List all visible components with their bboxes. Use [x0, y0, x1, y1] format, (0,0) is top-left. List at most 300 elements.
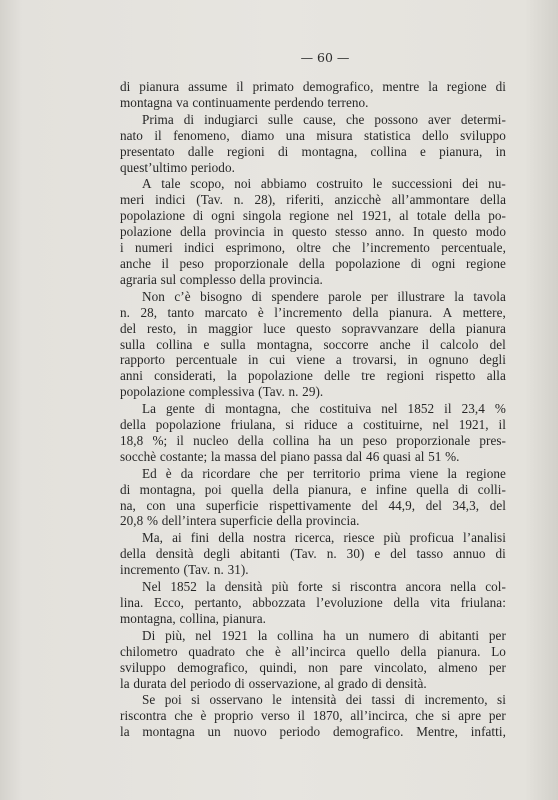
word: 1870, [312, 708, 343, 724]
word: n. [326, 546, 337, 562]
text-line [120, 546, 506, 562]
word: 34,3, [452, 497, 480, 513]
word: Se [142, 692, 156, 708]
word: periodo. [190, 159, 235, 175]
word: collina, [179, 610, 220, 626]
text-line [120, 628, 506, 644]
word: massa [224, 448, 257, 464]
word: 20,8 [120, 513, 144, 529]
word: del [390, 546, 407, 562]
text-line [120, 144, 506, 160]
word: col- [485, 579, 506, 595]
word: è [274, 643, 281, 659]
word: presentato [120, 143, 175, 159]
text-line [120, 660, 506, 676]
word: l’analisi [463, 530, 506, 546]
word: e [203, 336, 210, 352]
word: le [272, 692, 282, 708]
word: Ma, [142, 530, 164, 546]
word: riscontra [349, 579, 397, 595]
word: la [454, 288, 464, 304]
word: regione [289, 208, 330, 224]
word: riscontra [120, 708, 167, 724]
word: pianura. [222, 610, 266, 626]
text-line [120, 449, 506, 465]
word: nuovo [233, 724, 267, 740]
word: Nel [142, 579, 162, 595]
word: singola [242, 208, 282, 224]
word: che [346, 111, 365, 127]
word: quella [416, 481, 449, 497]
word: demografico, [302, 79, 374, 94]
word: proficua [409, 530, 454, 546]
word: la [120, 724, 130, 740]
paragraph [120, 289, 506, 400]
word: demografico. [332, 724, 404, 740]
word: della [393, 595, 420, 610]
word: vincolato, [374, 659, 427, 675]
text-line [120, 352, 506, 368]
word: pianura [466, 320, 506, 336]
word: del [120, 320, 137, 336]
text-line [120, 272, 506, 288]
word: In [413, 224, 425, 240]
word: 29). [302, 384, 324, 400]
word: colli- [477, 481, 506, 497]
paragraph [120, 692, 506, 740]
word: per [370, 288, 388, 304]
word: % [494, 401, 506, 417]
text-line [120, 305, 506, 321]
word: proporzionale [214, 255, 289, 271]
word: durata [133, 675, 167, 691]
word: 1852 [407, 401, 435, 417]
word: 44,9, [388, 497, 416, 513]
word: peso [179, 255, 204, 271]
word: abbozzata [252, 595, 306, 610]
word: 30) [346, 546, 365, 562]
word: in [407, 352, 418, 368]
word: pertanto, [194, 595, 242, 610]
word: tre [361, 368, 376, 384]
word: luce [263, 320, 286, 336]
word: n. [233, 192, 244, 208]
word: chilometro [120, 643, 178, 659]
word: almeno [438, 659, 478, 675]
word: abitanti [439, 627, 480, 643]
word: che [415, 708, 434, 724]
paragraph [120, 79, 506, 111]
word: complesso [179, 271, 236, 287]
word: incremento, [424, 692, 488, 708]
text-line [120, 401, 506, 417]
word: per [488, 708, 506, 724]
word: %. [445, 448, 460, 464]
word: osservazione, [248, 675, 321, 691]
word: A [442, 304, 453, 320]
word: indugiarci [204, 111, 259, 127]
word: pare [339, 659, 363, 675]
word: complessiva [188, 384, 255, 400]
word: riesce [343, 530, 375, 546]
word: costituiva [319, 401, 372, 417]
word: il [444, 401, 452, 417]
word: Mentre, [416, 724, 458, 740]
word: costante; [159, 448, 208, 464]
text-line [120, 644, 506, 660]
word: questo [291, 224, 327, 240]
word: infatti, [470, 724, 506, 740]
word: quasi [383, 448, 412, 464]
word: sulla [120, 336, 146, 352]
word: n. [213, 562, 224, 578]
word: di [404, 692, 415, 708]
word: è [165, 465, 172, 481]
text-line [120, 530, 506, 546]
word: del [489, 336, 506, 352]
text-line [120, 289, 506, 305]
word: dello [422, 127, 449, 143]
word: in [187, 320, 198, 336]
word: considerati, [154, 368, 216, 384]
word: collina [156, 336, 193, 352]
word: Lo [491, 643, 506, 659]
word: 46 [366, 448, 380, 464]
word: anche [120, 255, 151, 271]
word: numero [368, 627, 410, 643]
word: densità [224, 579, 263, 595]
word: piano [280, 448, 310, 464]
word: passa [313, 448, 343, 464]
word: per [286, 465, 304, 481]
word: montagna, [139, 481, 196, 497]
word: proprio [214, 708, 254, 724]
word: abbiamo [260, 176, 307, 192]
word: 1921, [361, 208, 392, 224]
word: pianura, [439, 143, 483, 159]
word: La [142, 401, 157, 417]
word: è [200, 708, 207, 724]
word: agraria [120, 271, 157, 287]
word: quadrato [188, 643, 235, 659]
word: ogni [211, 208, 235, 224]
paragraph [120, 112, 506, 176]
word: gente [166, 401, 195, 417]
word: degli [479, 352, 506, 368]
word: di [495, 79, 506, 94]
word: sulle [268, 111, 294, 127]
word: quest’ultimo [120, 159, 188, 175]
word: si [285, 417, 295, 433]
word: sul [160, 271, 177, 287]
word: vita [430, 595, 451, 610]
text-line [120, 176, 506, 192]
word: dalle [187, 143, 214, 159]
word: l’incremento [274, 304, 343, 320]
paragraph [120, 176, 506, 287]
word: questo [296, 320, 331, 336]
body-text [120, 79, 506, 740]
word: al [324, 675, 334, 691]
text-line [120, 417, 506, 433]
word: nel [337, 208, 354, 224]
word: si [497, 692, 506, 708]
paragraph [120, 401, 506, 465]
word: e [419, 143, 426, 159]
word: rispettivamente [269, 497, 352, 513]
word: % [146, 513, 159, 529]
word: un [207, 724, 221, 740]
word: dell’intera [161, 513, 217, 529]
text-line [120, 692, 506, 708]
word: superficie [206, 497, 259, 513]
text-line [120, 466, 506, 482]
word: diamo [241, 127, 275, 143]
word: regione [465, 255, 506, 271]
word: ogni [431, 255, 456, 271]
text-line [120, 676, 506, 692]
word: e [360, 481, 367, 497]
word: popolazione [120, 384, 185, 400]
word: viene [296, 352, 326, 368]
word: popolazione [155, 417, 221, 433]
word: (Tav. [183, 562, 211, 578]
word: provincia. [305, 513, 360, 529]
word: anni [120, 368, 143, 384]
text-line [120, 482, 506, 498]
word: anzicchè [334, 192, 382, 208]
word: Non [142, 288, 165, 304]
word: densità. [385, 675, 427, 691]
word: riferiti, [286, 192, 324, 208]
word: che [259, 465, 278, 481]
word: 28, [140, 304, 158, 320]
word: fini [190, 530, 210, 546]
word: poi [204, 481, 222, 497]
word: trovarsi, [352, 352, 397, 368]
text-line [120, 708, 506, 724]
word: si [441, 708, 451, 724]
word: bisogno [200, 288, 243, 304]
word: di [495, 546, 506, 562]
word: i [120, 240, 124, 256]
word: friulana, [230, 417, 276, 433]
word: più, [165, 627, 186, 643]
word: maggior [208, 320, 253, 336]
word: pres- [479, 432, 506, 448]
word: la [206, 579, 216, 595]
text-line [120, 562, 506, 578]
word: peso [362, 432, 388, 448]
word: del [260, 448, 277, 464]
word: periodo [190, 675, 231, 691]
word: soccorre [323, 336, 369, 352]
text-line [120, 128, 506, 144]
word: il [236, 79, 244, 94]
word: tavola [473, 288, 506, 304]
word: è [257, 304, 264, 320]
text-line [120, 368, 506, 384]
word: regioni [227, 143, 265, 159]
word: della [180, 224, 207, 240]
word: che [291, 401, 310, 417]
word: in [495, 143, 506, 159]
word: nu- [488, 176, 506, 192]
word: al [414, 448, 425, 464]
word: della [218, 530, 245, 546]
word: della [400, 643, 427, 659]
word: incremento [120, 562, 180, 578]
word: il [297, 708, 305, 724]
word: popolazione [335, 255, 401, 271]
word: parole [328, 288, 362, 304]
word: Ecco, [154, 595, 184, 610]
text-line [120, 160, 506, 176]
word: 31). [227, 562, 249, 578]
word: che [332, 240, 351, 256]
word: numeri [135, 240, 173, 256]
word: ancora [405, 579, 442, 595]
text-line [120, 224, 506, 240]
word: montagna, [225, 401, 281, 417]
word: prima [369, 465, 401, 481]
word: del [361, 497, 378, 513]
word: aver [427, 111, 451, 127]
word: nella [450, 579, 477, 595]
word: di [419, 627, 430, 643]
word: collina [370, 143, 407, 159]
word: delle [324, 368, 351, 384]
word: di [204, 401, 216, 417]
paragraph [120, 530, 506, 578]
word: della [272, 481, 299, 497]
word: all’ammontare [391, 192, 470, 208]
word: abitanti [240, 546, 281, 562]
word: ognuno [428, 352, 469, 368]
word: grado [337, 675, 368, 691]
word: in [273, 224, 284, 240]
word: (Tav. [196, 192, 223, 208]
word: collina [272, 432, 310, 448]
text-line [120, 498, 506, 514]
paragraph [120, 628, 506, 692]
word: n. [120, 304, 130, 320]
word: superficie [220, 513, 273, 529]
word: di [120, 481, 131, 497]
word: a [347, 417, 354, 433]
word: tale [161, 176, 181, 192]
word: indici [155, 192, 186, 208]
word: cui [269, 352, 286, 368]
word: nel [432, 417, 449, 433]
word: di [458, 481, 469, 497]
word: di [410, 255, 422, 271]
word: nostra [253, 530, 286, 546]
word: modo [475, 224, 506, 240]
word: ha [318, 432, 331, 448]
word: perdendo [274, 94, 324, 110]
word: sopravvanzare [341, 320, 419, 336]
word: Ed [142, 465, 157, 481]
word: 1921, [458, 417, 489, 433]
word: verso [261, 708, 290, 724]
word: spendere [271, 288, 319, 304]
word: di [277, 143, 289, 159]
word: montagna, [256, 336, 313, 352]
word: misura [316, 127, 353, 143]
word: forte [297, 579, 323, 595]
word: per [488, 659, 506, 675]
word: po- [488, 208, 506, 224]
word: pianura. [437, 643, 481, 659]
word: costituirne, [363, 417, 423, 433]
word: Prima [142, 111, 174, 127]
word: il [176, 432, 184, 448]
word: statistica [363, 127, 411, 143]
word: n. [288, 384, 299, 400]
word: marcato [204, 304, 248, 320]
word: di [234, 675, 245, 691]
word: A [142, 176, 152, 192]
word: illustrare [397, 288, 445, 304]
word: na, [120, 497, 136, 513]
word: osservano [209, 692, 263, 708]
text-line [120, 595, 506, 611]
word: resto, [147, 320, 177, 336]
word: 28), [254, 192, 276, 208]
word: socchè [120, 448, 157, 464]
word: regione [446, 79, 487, 94]
text-line [120, 95, 506, 111]
word: la [257, 627, 268, 643]
word: provincia. [269, 271, 323, 287]
word: della [120, 546, 146, 562]
word: percentuale, [441, 240, 506, 256]
word: 1852 [170, 579, 197, 595]
word: nucleo [193, 432, 229, 448]
word: collina [277, 627, 314, 643]
word: montagna [120, 94, 173, 110]
word: (Tav. [258, 384, 285, 400]
word: che [245, 643, 265, 659]
word: la [210, 448, 221, 464]
word: possono [374, 111, 419, 127]
word: sviluppo [460, 127, 506, 143]
word: indici [184, 240, 215, 256]
word: a [335, 352, 342, 368]
word: di [192, 208, 204, 224]
word: c’è [174, 288, 191, 304]
word: tassi [371, 692, 396, 708]
word: pianura, [308, 481, 352, 497]
word: tanto [167, 304, 195, 320]
word: della [352, 304, 379, 320]
word: di [183, 111, 195, 127]
word: il [498, 417, 506, 433]
word: cause, [303, 111, 337, 127]
word: della [429, 320, 456, 336]
word: riduce [304, 417, 338, 433]
word: di [251, 288, 263, 304]
word: proporzionale [396, 432, 471, 448]
text-line [120, 112, 506, 128]
word: si [331, 579, 341, 595]
word: ha [323, 627, 336, 643]
word: %; [152, 432, 168, 448]
word: 1921 [221, 627, 248, 643]
word: mettere, [462, 304, 506, 320]
word: stesso [335, 224, 367, 240]
